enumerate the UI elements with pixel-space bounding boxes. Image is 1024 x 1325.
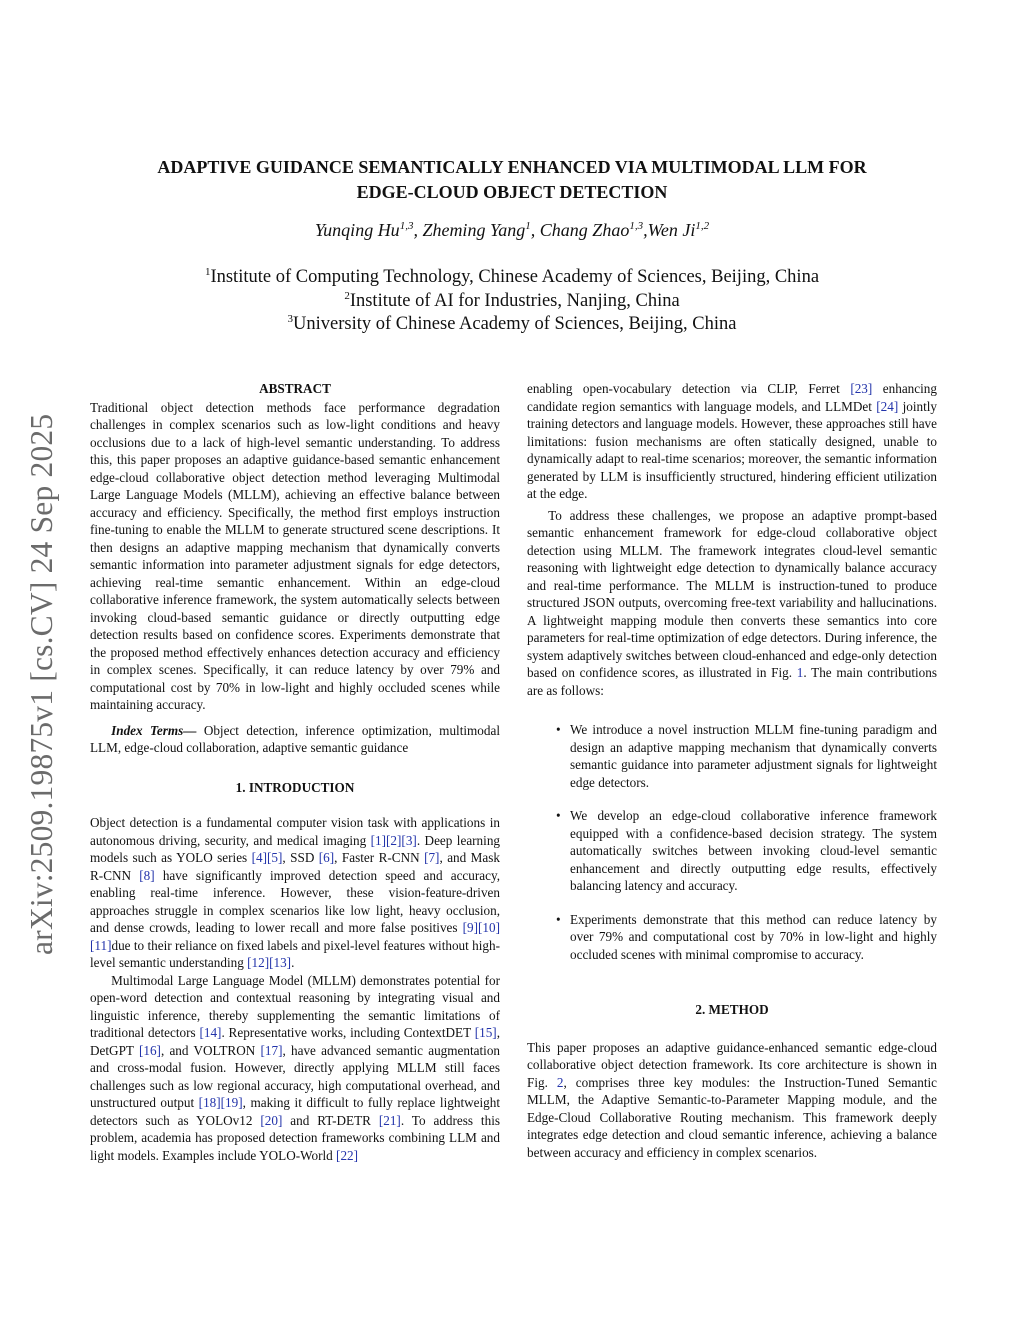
abstract-text: Traditional object detection methods face performance degradation challenges in complex scenarios such as low-light conditions and heavy occlusions due to a lack of high-level semantic understanding. To address this, this paper proposes an adaptive guidance-based semantic enhancement edge-cloud collaborative object detection method leveraging Multimodal Large Language Models (MLLM), achieving an effective balance between accuracy and efficiency. Specifically, the method first employs instruction fine-tuning to enable the MLLM to generate structured scene descriptions. It then designs an adaptive mapping mechanism that dynamically converts semantic information into parameter adjustment signals for edge detectors, achieving real-time semantic enhancement. Within an edge-cloud collaborative inference framework, the system automatically selects between invoking cloud-based semantic guidance or directly outputting edge detection results based on confidence scores. Experiments demonstrate that the proposed method effectively enhances detection accuracy and efficiency in complex scenes. Specifically, it can reduce latency by over 79% and computational cost by 70% in low-light and highly occluded scenes while maintaining accuracy. [90,399,500,712]
citation-link[interactable]: [1] [370,832,387,848]
author-name: Wen Ji [647,220,696,240]
abstract-heading: ABSTRACT [259,381,331,396]
text-run: due to their reliance on fixed labels and pixel-level features without high-level semantic understanding [90,937,500,970]
affiliation-text: Institute of Computing Technology, Chinese Academy of Sciences, Beijing, China [210,267,820,287]
citation-link[interactable]: [2] [386,832,402,848]
text-run: , and VOLTRON [160,1042,261,1058]
intro-paragraph-2 [90,972,500,1165]
text-run: , comprises three key modules: the Instruction-Tuned Semantic MLLM, the Adaptive Semantic-to-Parameter Mapping module, and the Edge-Cloud Collaborative Routing mechanism. This framework deeply integrates edge detection and cloud semantic inference, achieving a balance between accuracy and efficiency in complex scenarios. [527,1074,938,1160]
affiliation-number: 3 [287,312,294,325]
affiliation-text: University of Chinese Academy of Sciences, Beijing, China [293,314,737,334]
contribution-item: • Experiments demonstrate that this method can reduce latency by over 79% and computational cost by 70% in low-light and highly occluded scenes with minimal compromise to accuracy. [570,911,937,964]
citation-link[interactable]: [18] [198,1095,221,1110]
author-name: Zheming Yang [422,220,526,240]
citation-link[interactable]: [13] [269,955,292,970]
citation-link[interactable]: [21] [378,1112,401,1128]
citation-link[interactable]: [16] [138,1042,161,1058]
citation-link[interactable]: [7] [424,850,440,865]
affiliation-line [100,313,924,337]
author-affil-mark: 1,3 [399,220,414,232]
text-run: , have advanced semantic augmentation and cross-modal fusion. However, directly applying MLLM still faces challenges such as low regional accuracy, high computational overhead, and unstructured output [90,1042,501,1110]
citation-link[interactable]: [9] [462,920,479,935]
introduction-heading: 1. INTRODUCTION [235,779,355,795]
author-separator: , [643,220,648,240]
citation-link[interactable]: [20] [260,1112,283,1128]
index-terms-label: Index Terms— [111,722,197,738]
citation-link[interactable]: [5] [267,850,283,865]
contribution-item: • We develop an edge-cloud collaborative inference framework equipped with a confidence-based decision strategy. The system automatically switches between invoking cloud-level semantic enhancement and directly outputting edge results, effectively balancing latency and accuracy. [570,807,937,895]
method-paragraph-1 [527,1039,937,1162]
author-separator: , [530,220,540,240]
text-run: have significantly improved detection speed and accuracy, enabling real-time inference. However, these vision-feature-driven approaches struggle in complex scenarios like low light, heavy occlusion, and dense crowds, leading to lower recall and more false positives [90,867,501,935]
citation-link[interactable]: [8] [139,867,155,883]
text-run: , DetGPT [90,1025,500,1058]
author-affil-mark: 1,2 [695,220,710,232]
author-list [100,220,924,241]
text-run: To address these challenges, we propose an adaptive prompt-based semantic enhancement framework for edge-cloud collaborative object detection using MLLM. The framework integrates cloud-level semantic reasoning with lightweight edge detection to dynamically balance accuracy and real-time performance. The MLLM is instruction-tuned to produce structured JSON outputs, overcoming free-text variability and hallucinations. A lightweight mapping module then converts these semantics into core parameters for real-time optimization of edge detectors. During inference, the system adaptively switches between cloud-enhanced and edge-only detection based on confidence scores, as illustrated in Fig. [527,507,937,680]
arxiv-identifier: arXiv:2509.19875v1 [cs.CV] 24 Sep 2025 [24,413,59,955]
intro-paragraph-1 [90,814,500,972]
citation-link[interactable]: [14] [199,1025,222,1040]
text-run: enabling open-vocabulary detection via CLIP, Ferret [527,381,851,396]
text-run: Multimodal Large Language Model (MLLM) demonstrates potential for open-word detection and contextual reasoning by integrating visual and linguistic inference, thereby supplementing the semantic limitations of traditional detectors [90,972,500,1040]
right-column [527,380,937,1161]
author-affil-mark: 1,3 [629,220,644,232]
affiliation-number: 1 [204,265,211,278]
author-name: Yunqing Hu [314,220,400,240]
citation-link[interactable]: 2 [556,1074,564,1090]
citation-link[interactable]: [12] [247,955,270,970]
author-affil-mark: 1 [525,220,531,232]
affiliation-line [100,266,924,290]
author-name: Chang Zhao [539,220,630,240]
intro-paragraph-3 [527,380,937,503]
title-line-1: ADAPTIVE GUIDANCE SEMANTICALLY ENHANCED VIA MULTIMODAL LLM FOR [157,157,867,177]
text-run: and RT-DETR [282,1112,379,1128]
paper-title [100,155,924,205]
affiliation-number: 2 [344,289,350,302]
citation-link[interactable]: [4] [251,850,268,865]
citation-link[interactable]: [19] [220,1095,243,1110]
citation-link[interactable]: [11] [90,937,112,953]
text-run: . Representative works, including ContextDET [221,1025,475,1040]
citation-link[interactable]: [6] [318,850,335,865]
text-run: . [291,955,295,970]
affiliation-line [100,290,924,314]
citation-link[interactable]: [15] [474,1025,497,1040]
text-run: This paper proposes an adaptive guidance-enhanced semantic edge-cloud collaborative object detection framework. Its core architecture is shown in Fig. [527,1039,937,1090]
contributions-list [527,721,937,963]
text-run: , Faster R-CNN [334,850,425,865]
text-run: Object detection is a fundamental computer vision task with applications in autonomous driving, security, and medical imaging [90,815,500,848]
citation-link[interactable]: [24] [876,398,899,414]
text-run: . Deep learning models such as YOLO series [90,832,501,865]
intro-paragraph-4 [527,507,937,700]
citation-link[interactable]: [10] [478,920,500,935]
left-column [90,380,500,1164]
citation-link[interactable]: 1 [796,665,804,680]
contribution-item: • We introduce a novel instruction MLLM fine-tuning paradigm and design an adaptive mapping mechanism that dynamically converts semantic guidance into parameter adjustment signals for lightweight edge detectors. [570,721,937,791]
citation-link[interactable]: [23] [850,381,873,396]
citation-link[interactable]: [3] [401,832,417,848]
index-terms [90,722,500,757]
author-separator: , [413,220,423,240]
index-terms-text: Object detection, inference optimization, multimodal LLM, edge-cloud collaboration, adaptive semantic guidance [90,722,500,755]
text-run: , making it difficult to fully replace lightweight detectors such as YOLOv12 [90,1095,500,1128]
method-heading: 2. METHOD [695,1002,769,1017]
title-line-2: EDGE-CLOUD OBJECT DETECTION [356,182,668,202]
text-run: , and Mask R-CNN [90,850,500,883]
text-run: enhancing candidate region semantics with language models, and LLMDet [527,381,937,414]
text-run: . The main contributions are as follows: [527,665,937,698]
text-run: , SSD [282,850,319,865]
citation-link[interactable]: [22] [336,1147,359,1163]
affiliation-text: Institute of AI for Industries, Nanjing, China [349,290,680,311]
text-run: . To address this problem, academia has proposed detection frameworks combining LLM and light models. Examples include YOLO-World [90,1112,500,1163]
affiliation-list [100,266,924,337]
citation-link[interactable]: [17] [260,1042,283,1058]
text-run: jointly training detectors and language models. However, these approaches still have limitations: fusion mechanisms are often statically designed, unable to dynamically adapt to real-time scenarios; moreover, the semantic information generated by LLM is insufficiently structured, hindering efficient utilization at the edge. [527,398,938,501]
